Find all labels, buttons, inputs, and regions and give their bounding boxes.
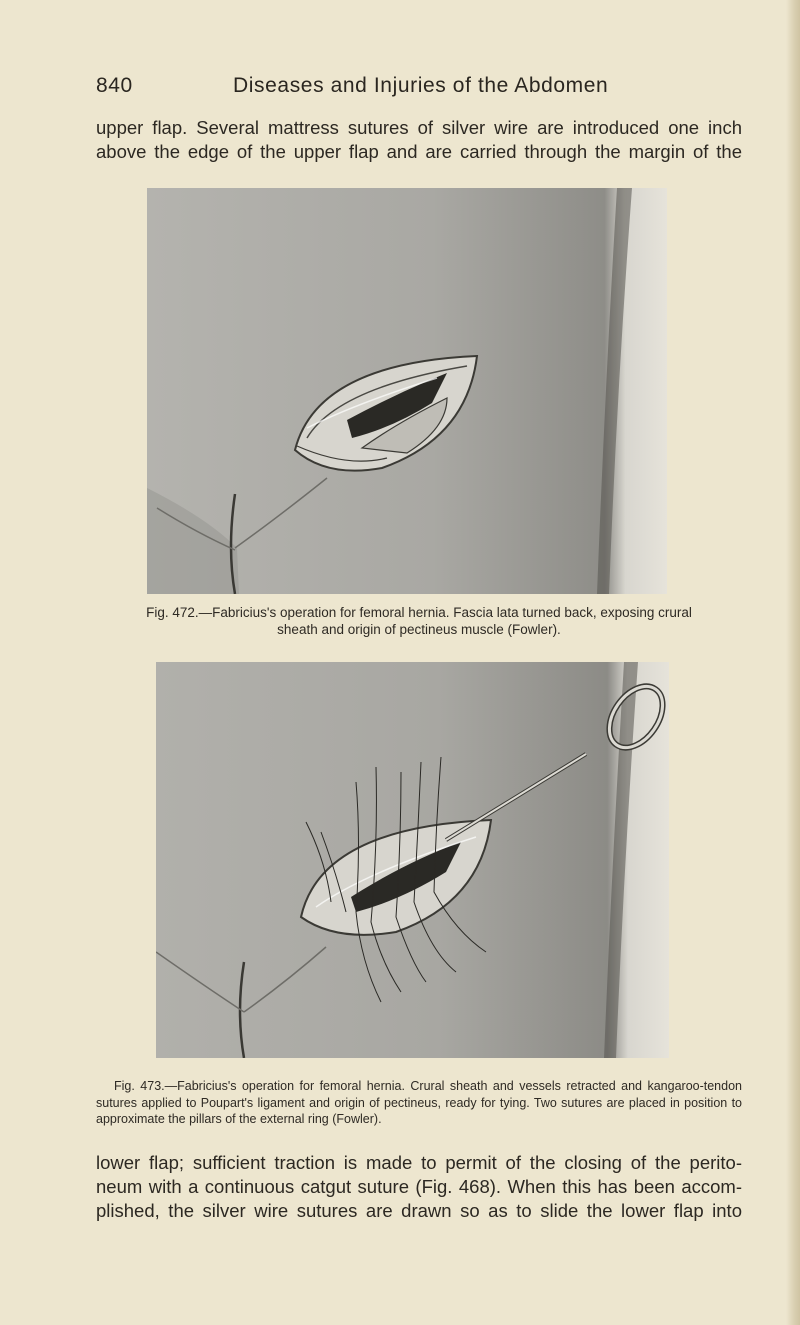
- figure-472-drawing: [147, 188, 667, 594]
- figure-472-illustration: [147, 188, 667, 594]
- figure-473-illustration: [156, 662, 669, 1058]
- caption-line: sheath and origin of pectineus muscle (Fowler).: [277, 622, 561, 637]
- text-line: upper flap. Several mattress sutures of silver wire are introduced one inch: [96, 117, 742, 138]
- text-line: lower flap; sufficient traction is made to permit of the closing of the perito-: [96, 1152, 742, 1173]
- body-text-bottom: [96, 1151, 742, 1223]
- figure-473-caption: Fig. 473.—Fabricius's operation for femoral hernia. Crural sheath and vessels retracted and kangaroo-tendon sutures applied to Poupart's ligament and origin of pectineus, ready for tying. Two sutures are placed in position to approximate the pillars of the external ring (Fowler).: [96, 1079, 742, 1126]
- caption-line: Fig. 472.—Fabricius's operation for femoral hernia. Fascia lata turned back, exposing crural: [146, 605, 692, 620]
- page-number: 840: [96, 74, 133, 97]
- text-line: above the edge of the upper flap and are carried through the margin of the: [96, 141, 742, 162]
- body-text-top: [96, 116, 742, 164]
- figure-473-drawing: [156, 662, 669, 1058]
- figure-472-caption: [96, 604, 742, 638]
- page-edge: [786, 0, 800, 1325]
- running-title: Diseases and Injuries of the Abdomen: [233, 74, 609, 97]
- text-line: plished, the silver wire sutures are drawn so as to slide the lower flap into: [96, 1200, 742, 1221]
- text-line: neum with a continuous catgut suture (Fig. 468). When this has been accom-: [96, 1176, 742, 1197]
- running-head: [96, 66, 666, 106]
